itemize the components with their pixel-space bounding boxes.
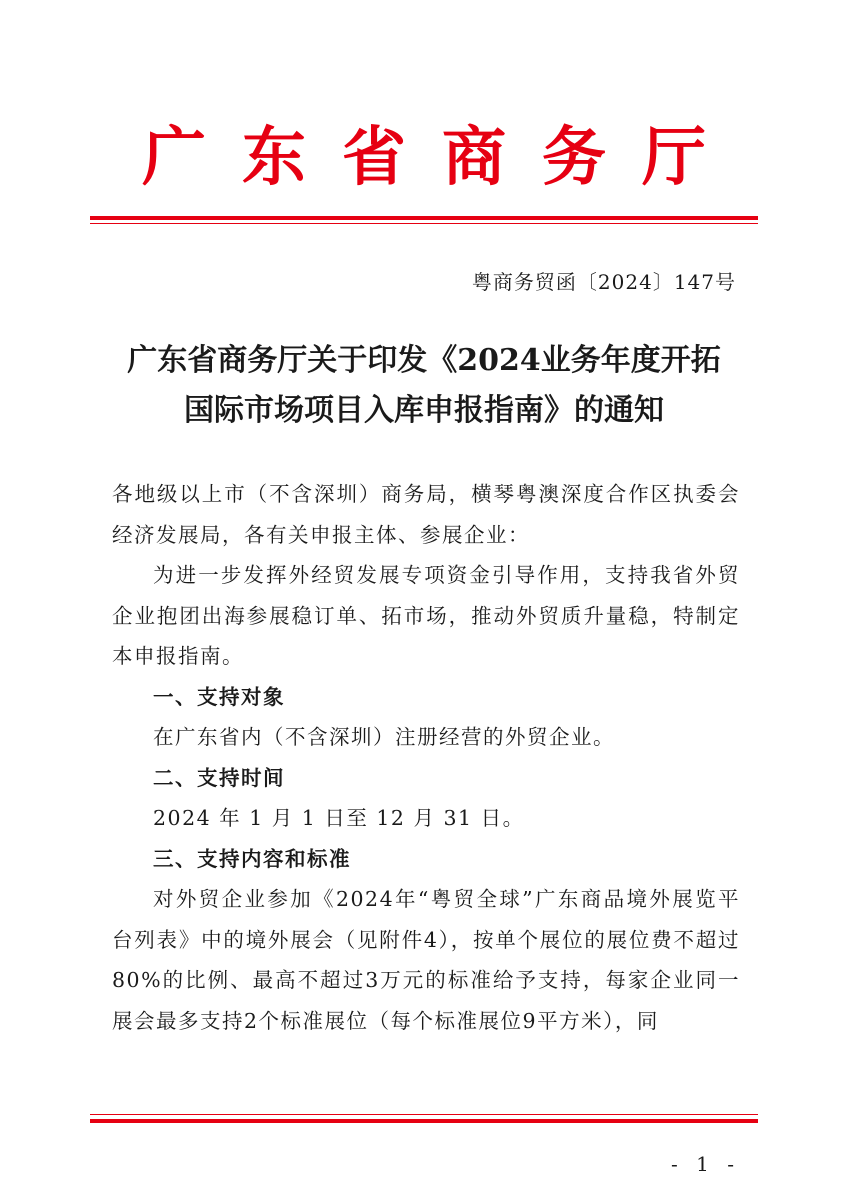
header-rule-thick — [90, 216, 758, 220]
section-heading-2: 二、支持时间 — [153, 765, 285, 790]
document-title — [100, 336, 748, 436]
section-text-3: 对外贸企业参加《2024年“粤贸全球”广东商品境外展览平台列表》中的境外展会（见附件4），按单个展位的展位费不超过80%的比例、最高不超过3万元的标准给予支持，每家企业同一展会最多支持2个标准展位（每个标准展位9平方米），同 — [112, 887, 740, 1033]
addressee: 各地级以上市（不含深圳）商务局，横琴粤澳深度合作区执委会经济发展局，各有关申报主体、参展企业： — [112, 482, 740, 547]
masthead-title: 广东省商务厅 — [142, 120, 742, 195]
title-line-1: 广东省商务厅关于印发《2024业务年度开拓 — [127, 343, 721, 378]
section-heading-1: 一、支持对象 — [153, 684, 285, 709]
title-line-2: 国际市场项目入库申报指南》的通知 — [184, 393, 664, 428]
section-text-2: 2024 年 1 月 1 日至 12 月 31 日。 — [153, 806, 525, 830]
section-text-1: 在广东省内（不含深圳）注册经营的外贸企业。 — [153, 725, 615, 749]
document-body — [112, 474, 740, 1041]
section-heading-3: 三、支持内容和标准 — [153, 846, 351, 871]
footer-rule-thin — [90, 1114, 758, 1115]
intro-paragraph: 为进一步发挥外经贸发展专项资金引导作用，支持我省外贸企业抱团出海参展稳订单、拓市场，推动外贸质升量稳，特制定本申报指南。 — [112, 563, 740, 668]
document-number: 粤商务贸函〔2024〕147号 — [471, 270, 736, 294]
header-rule-thin — [90, 223, 758, 224]
footer-rule-thick — [90, 1119, 758, 1123]
page-number: - 1 - — [671, 1152, 740, 1176]
